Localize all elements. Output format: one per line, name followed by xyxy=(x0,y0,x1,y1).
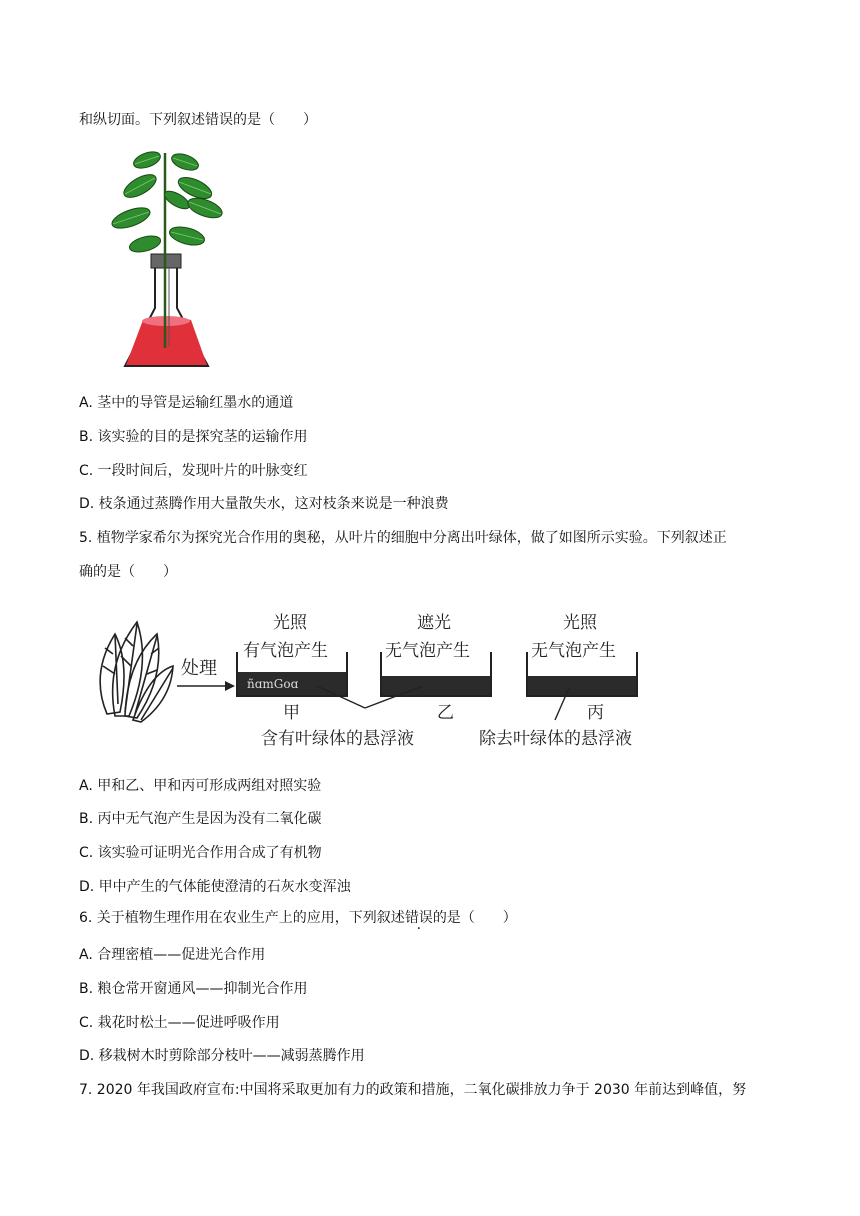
beaker-yi-observation: 无气泡产生 xyxy=(385,641,470,661)
beaker-jia-condition: 光照 xyxy=(273,613,307,633)
q4-option-c: C. 一段时间后，发现叶片的叶脉变红 xyxy=(79,463,308,479)
q7-stem-line1: 7. 2020 年我国政府宣布:中国将采取更加有力的政策和措施，二氧化碳排放力争于 2030 年前达到峰值，努 xyxy=(79,1082,747,1098)
beaker-bing-condition: 光照 xyxy=(563,613,597,633)
q4-option-d: D. 枝条通过蒸腾作用大量散失水，这对枝条来说是一种浪费 xyxy=(79,496,449,512)
leaves-drawing xyxy=(100,622,173,722)
beaker-yi-condition: 遮光 xyxy=(417,613,451,633)
svg-text:ñɑmGoɑ: ñɑmGoɑ xyxy=(247,677,299,691)
q6-option-d: D. 移栽树木时剪除部分枝叶——减弱蒸腾作用 xyxy=(79,1048,365,1064)
q6-option-a: A. 合理密植——促进光合作用 xyxy=(79,947,266,963)
q4-option-b: B. 该实验的目的是探究茎的运输作用 xyxy=(79,429,308,445)
beaker-yi-label: 乙 xyxy=(437,703,454,723)
q6-option-c: C. 栽花时松土——促进呼吸作用 xyxy=(79,1015,280,1031)
beaker-jia-name: 甲 xyxy=(283,703,300,723)
beaker-bing-observation: 无气泡产生 xyxy=(531,641,616,661)
caption-without-chloroplast: 除去叶绿体的悬浮液 xyxy=(479,729,632,749)
chloroplast-experiment-figure xyxy=(85,604,655,754)
q6-stem xyxy=(79,908,517,928)
q6-option-b: B. 粮仓常开窗通风——抑制光合作用 xyxy=(79,981,308,997)
q4-stem: 和纵切面。下列叙述错误的是（ ） xyxy=(79,112,317,128)
q5-option-d: D. 甲中产生的气体能使澄清的石灰水变浑浊 xyxy=(79,879,351,895)
q5-stem-line1: 5. 植物学家希尔为探究光合作用的奥秘，从叶片的细胞中分离出叶绿体，做了如图所示实验。下列叙述正 xyxy=(79,530,727,546)
q6-stem-emphasis: 错误 xyxy=(404,910,433,926)
q5-option-b: B. 丙中无气泡产生是因为没有二氧化碳 xyxy=(79,811,322,827)
q5-option-a: A. 甲和乙、甲和丙可形成两组对照实验 xyxy=(79,778,322,794)
q6-stem-pre: 6. 关于植物生理作用在农业生产上的应用，下列叙述 xyxy=(79,910,405,926)
arrow-label: 处理 xyxy=(181,658,217,679)
q5-option-c: C. 该实验可证明光合作用合成了有机物 xyxy=(79,845,322,861)
caption-with-chloroplast: 含有叶绿体的悬浮液 xyxy=(261,729,414,749)
plant-flask-figure xyxy=(105,148,225,376)
q4-option-a: A. 茎中的导管是运输红墨水的通道 xyxy=(79,395,294,411)
beaker-jia-observation: 有气泡产生 xyxy=(243,641,328,661)
q5-stem-line2: 确的是（ ） xyxy=(79,564,177,580)
q6-stem-post: 的是（ ） xyxy=(432,910,517,926)
beaker-bing-name: 丙 xyxy=(587,703,604,723)
